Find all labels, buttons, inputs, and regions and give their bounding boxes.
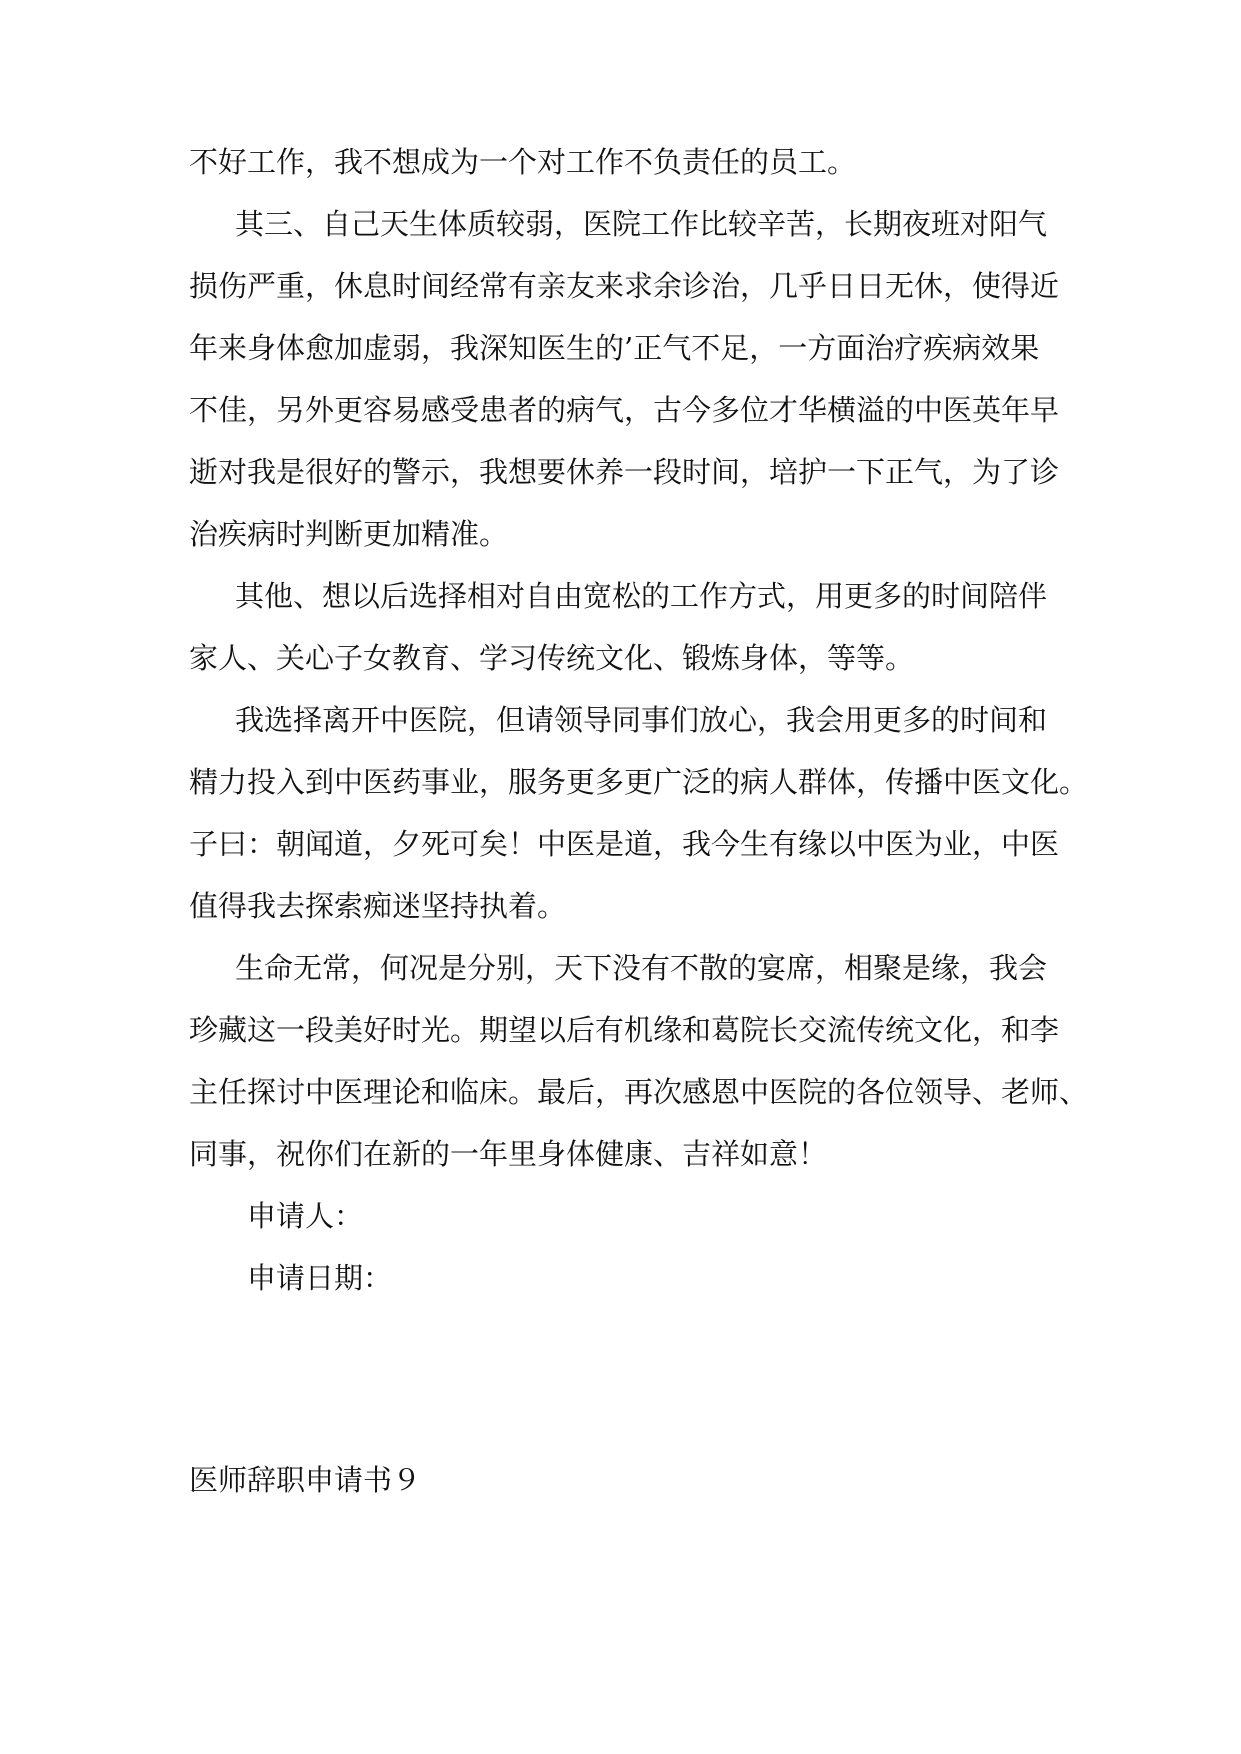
paragraph-line: 生命无常，何况是分别，天下没有不散的宴席，相聚是缘，我会 — [235, 951, 1048, 985]
paragraph-line: 主任探讨中医理论和临床。最后，再次感恩中医院的各位领导、老师、 — [189, 1075, 1089, 1109]
applicant-label: 申请人： — [247, 1199, 364, 1233]
application-date-label: 申请日期： — [247, 1261, 393, 1295]
paragraph-line: 年来身体愈加虚弱，我深知医生的’正气不足，一方面治疗疾病效果 — [189, 331, 1040, 365]
paragraph-line: 损伤严重，休息时间经常有亲友来求余诊治，几乎日日无休，使得近 — [189, 269, 1060, 303]
paragraph-line: 其他、想以后选择相对自由宽松的工作方式，用更多的时间陪伴 — [235, 579, 1048, 613]
paragraph-line: 子曰：朝闻道，夕死可矣！中医是道，我今生有缘以中医为业，中医 — [189, 827, 1060, 861]
paragraph-line: 值得我去探索痴迷坚持执着。 — [189, 889, 567, 923]
paragraph-line: 逝对我是很好的警示，我想要休养一段时间，培护一下正气，为了诊 — [189, 455, 1060, 489]
paragraph-line: 不佳，另外更容易感受患者的病气，古今多位才华横溢的中医英年早 — [189, 393, 1060, 427]
paragraph-line: 家人、关心子女教育、学习传统文化、锻炼身体，等等。 — [189, 641, 915, 675]
paragraph-line: 不好工作，我不想成为一个对工作不负责任的员工。 — [189, 145, 857, 179]
paragraph-line: 治疾病时判断更加精准。 — [189, 517, 509, 551]
paragraph-line: 同事，祝你们在新的一年里身体健康、吉祥如意！ — [189, 1137, 828, 1171]
paragraph-line: 珍藏这一段美好时光。期望以后有机缘和葛院长交流传统文化，和李 — [189, 1013, 1060, 1047]
paragraph-line: 精力投入到中医药事业，服务更多更广泛的病人群体，传播中医文化。 — [189, 765, 1089, 799]
next-section-title: 医师辞职申请书９ — [189, 1463, 422, 1497]
paragraph-line: 我选择离开中医院，但请领导同事们放心，我会用更多的时间和 — [235, 703, 1048, 737]
paragraph-line: 其三、自己天生体质较弱，医院工作比较辛苦，长期夜班对阳气 — [235, 207, 1048, 241]
